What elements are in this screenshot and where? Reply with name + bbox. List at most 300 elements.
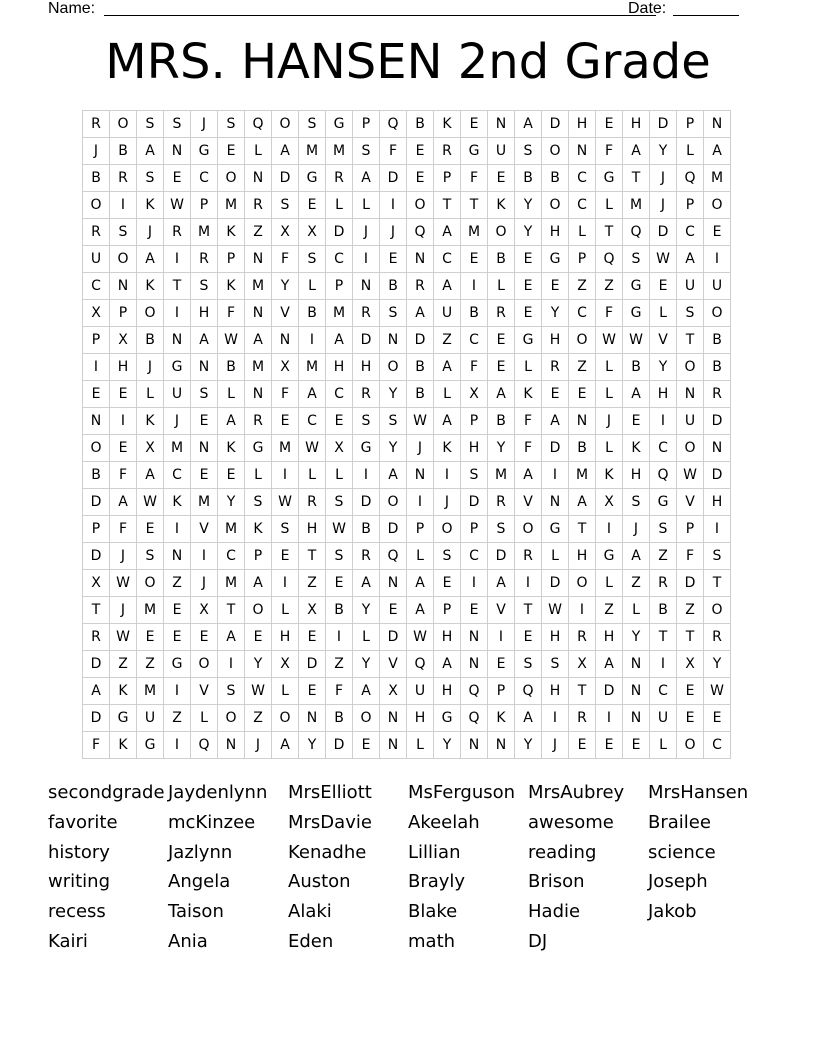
grid-cell: H xyxy=(704,489,731,516)
grid-cell: A xyxy=(110,489,137,516)
grid-cell: H xyxy=(542,327,569,354)
grid-cell: T xyxy=(596,219,623,246)
grid-cell: R xyxy=(488,300,515,327)
grid-cell: D xyxy=(83,705,110,732)
grid-cell: S xyxy=(434,543,461,570)
word-list-item: Kairi xyxy=(48,930,88,952)
grid-cell: L xyxy=(596,435,623,462)
word-list-item: Jaydenlynn xyxy=(168,782,268,803)
grid-cell: E xyxy=(569,732,596,759)
grid-cell: S xyxy=(623,489,650,516)
grid-cell: K xyxy=(434,435,461,462)
grid-cell: X xyxy=(569,651,596,678)
grid-cell: A xyxy=(488,570,515,597)
grid-cell: A xyxy=(353,570,380,597)
grid-cell: C xyxy=(650,678,677,705)
grid-cell: K xyxy=(596,462,623,489)
grid-cell: L xyxy=(245,462,272,489)
grid-cell: Y xyxy=(650,138,677,165)
grid-cell: N xyxy=(542,489,569,516)
grid-cell: C xyxy=(191,165,218,192)
grid-cell: B xyxy=(218,354,245,381)
grid-cell: K xyxy=(110,678,137,705)
grid-cell: F xyxy=(110,516,137,543)
grid-cell: K xyxy=(488,705,515,732)
grid-cell: J xyxy=(191,570,218,597)
grid-cell: W xyxy=(326,516,353,543)
grid-cell: B xyxy=(650,597,677,624)
grid-cell: A xyxy=(218,408,245,435)
grid-cell: O xyxy=(83,192,110,219)
grid-cell: I xyxy=(542,705,569,732)
grid-cell: B xyxy=(461,300,488,327)
grid-cell: D xyxy=(704,408,731,435)
grid-cell: O xyxy=(704,597,731,624)
grid-cell: R xyxy=(569,624,596,651)
grid-cell: B xyxy=(569,435,596,462)
grid-cell: O xyxy=(677,435,704,462)
grid-cell: P xyxy=(434,597,461,624)
grid-cell: N xyxy=(380,327,407,354)
grid-cell: X xyxy=(272,354,299,381)
grid-cell: I xyxy=(380,192,407,219)
grid-cell: K xyxy=(137,273,164,300)
grid-cell: S xyxy=(623,246,650,273)
grid-cell: I xyxy=(110,192,137,219)
name-label: Name: xyxy=(48,0,96,17)
word-list-item: Hadie xyxy=(528,901,581,923)
grid-cell: P xyxy=(83,516,110,543)
word-list-item: mcKinzee xyxy=(168,811,256,833)
grid-cell: P xyxy=(245,543,272,570)
grid-cell: K xyxy=(137,192,164,219)
grid-cell: D xyxy=(407,327,434,354)
grid-cell: T xyxy=(623,165,650,192)
grid-cell: W xyxy=(650,246,677,273)
grid-cell: Y xyxy=(488,435,515,462)
grid-cell: M xyxy=(326,300,353,327)
grid-cell: L xyxy=(650,300,677,327)
grid-row xyxy=(83,516,731,543)
grid-cell: N xyxy=(569,138,596,165)
grid-cell: R xyxy=(353,381,380,408)
grid-cell: P xyxy=(191,192,218,219)
grid-cell: L xyxy=(515,354,542,381)
grid-cell: I xyxy=(407,489,434,516)
grid-cell: A xyxy=(434,273,461,300)
grid-cell: N xyxy=(245,165,272,192)
grid-cell: J xyxy=(596,408,623,435)
grid-cell: W xyxy=(110,624,137,651)
grid-cell: J xyxy=(245,732,272,759)
grid-cell: Z xyxy=(299,570,326,597)
grid-cell: X xyxy=(677,651,704,678)
grid-cell: S xyxy=(704,543,731,570)
grid-cell: A xyxy=(137,138,164,165)
grid-cell: G xyxy=(434,705,461,732)
grid-cell: L xyxy=(569,219,596,246)
grid-cell: Z xyxy=(137,651,164,678)
grid-cell: R xyxy=(434,138,461,165)
grid-cell: T xyxy=(650,624,677,651)
grid-cell: D xyxy=(380,165,407,192)
grid-cell: S xyxy=(191,381,218,408)
grid-cell: V xyxy=(515,489,542,516)
grid-cell: E xyxy=(569,381,596,408)
grid-cell: M xyxy=(299,138,326,165)
grid-cell: O xyxy=(677,732,704,759)
grid-cell: P xyxy=(461,408,488,435)
grid-cell: P xyxy=(353,111,380,138)
grid-cell: X xyxy=(83,570,110,597)
grid-cell: W xyxy=(299,435,326,462)
grid-cell: D xyxy=(542,435,569,462)
grid-cell: A xyxy=(596,651,623,678)
grid-cell: P xyxy=(677,516,704,543)
word-search-grid xyxy=(82,110,731,759)
grid-cell: Q xyxy=(623,219,650,246)
grid-cell: R xyxy=(83,624,110,651)
grid-cell: B xyxy=(407,111,434,138)
grid-cell: B xyxy=(623,354,650,381)
grid-cell: U xyxy=(137,705,164,732)
grid-cell: E xyxy=(164,624,191,651)
grid-cell: N xyxy=(245,381,272,408)
grid-cell: T xyxy=(704,570,731,597)
grid-cell: A xyxy=(623,381,650,408)
grid-cell: I xyxy=(650,408,677,435)
grid-cell: G xyxy=(461,138,488,165)
grid-cell: W xyxy=(677,462,704,489)
grid-cell: Q xyxy=(407,651,434,678)
grid-cell: P xyxy=(488,678,515,705)
grid-cell: E xyxy=(677,678,704,705)
grid-cell: H xyxy=(434,624,461,651)
word-list-item: math xyxy=(408,930,456,952)
grid-cell: E xyxy=(191,408,218,435)
grid-cell: V xyxy=(272,300,299,327)
grid-cell: N xyxy=(272,327,299,354)
word-list-item: Akeelah xyxy=(408,811,480,833)
grid-cell: G xyxy=(542,516,569,543)
grid-cell: A xyxy=(272,732,299,759)
word-list-item: Lillian xyxy=(408,841,461,863)
page-title: MRS. HANSEN 2nd Grade xyxy=(105,34,711,90)
grid-row xyxy=(83,327,731,354)
grid-cell: T xyxy=(461,192,488,219)
grid-cell: A xyxy=(677,246,704,273)
grid-cell: I xyxy=(353,462,380,489)
grid-cell: N xyxy=(164,543,191,570)
grid-cell: Q xyxy=(380,543,407,570)
grid-cell: H xyxy=(542,624,569,651)
grid-cell: O xyxy=(137,300,164,327)
grid-cell: L xyxy=(623,597,650,624)
grid-cell: B xyxy=(380,273,407,300)
grid-cell: T xyxy=(677,624,704,651)
grid-cell: B xyxy=(704,354,731,381)
grid-cell: I xyxy=(542,462,569,489)
grid-cell: G xyxy=(110,705,137,732)
grid-cell: F xyxy=(380,138,407,165)
grid-cell: Z xyxy=(245,705,272,732)
grid-cell: B xyxy=(83,165,110,192)
grid-cell: D xyxy=(704,462,731,489)
grid-cell: B xyxy=(515,165,542,192)
grid-cell: S xyxy=(218,111,245,138)
grid-cell: X xyxy=(461,381,488,408)
grid-row xyxy=(83,705,731,732)
grid-cell: P xyxy=(218,246,245,273)
grid-cell: K xyxy=(515,381,542,408)
grid-cell: H xyxy=(623,111,650,138)
grid-cell: X xyxy=(272,651,299,678)
grid-cell: I xyxy=(191,543,218,570)
grid-cell: S xyxy=(191,273,218,300)
grid-cell: O xyxy=(110,111,137,138)
grid-cell: E xyxy=(542,273,569,300)
grid-cell: F xyxy=(272,381,299,408)
grid-cell: L xyxy=(191,705,218,732)
grid-cell: Y xyxy=(245,651,272,678)
grid-cell: B xyxy=(299,300,326,327)
grid-cell: F xyxy=(461,165,488,192)
word-list-item: Jazlynn xyxy=(168,841,233,863)
grid-cell: A xyxy=(407,570,434,597)
grid-cell: E xyxy=(326,570,353,597)
grid-cell: S xyxy=(164,111,191,138)
grid-cell: D xyxy=(380,624,407,651)
grid-cell: W xyxy=(272,489,299,516)
grid-cell: L xyxy=(650,732,677,759)
word-list-item: Blake xyxy=(408,901,458,923)
grid-cell: F xyxy=(596,300,623,327)
grid-cell: S xyxy=(137,543,164,570)
grid-cell: V xyxy=(650,327,677,354)
grid-cell: O xyxy=(272,705,299,732)
grid-cell: E xyxy=(191,624,218,651)
grid-cell: U xyxy=(407,678,434,705)
grid-cell: D xyxy=(299,651,326,678)
grid-row xyxy=(83,678,731,705)
grid-cell: R xyxy=(245,192,272,219)
grid-cell: A xyxy=(434,408,461,435)
grid-cell: O xyxy=(704,300,731,327)
grid-cell: G xyxy=(623,273,650,300)
grid-cell: R xyxy=(515,543,542,570)
word-list-item: awesome xyxy=(528,811,614,833)
grid-cell: P xyxy=(110,300,137,327)
grid-cell: G xyxy=(299,165,326,192)
grid-row xyxy=(83,246,731,273)
grid-cell: U xyxy=(488,138,515,165)
grid-cell: Z xyxy=(596,273,623,300)
grid-cell: B xyxy=(407,381,434,408)
grid-cell: N xyxy=(191,435,218,462)
grid-cell: I xyxy=(110,408,137,435)
grid-cell: J xyxy=(650,165,677,192)
word-list-item: Brison xyxy=(528,871,585,893)
grid-cell: O xyxy=(515,516,542,543)
grid-cell: L xyxy=(407,543,434,570)
grid-cell: M xyxy=(218,192,245,219)
grid-cell: J xyxy=(83,138,110,165)
grid-cell: J xyxy=(137,219,164,246)
grid-cell: I xyxy=(569,597,596,624)
grid-cell: S xyxy=(515,651,542,678)
grid-cell: Q xyxy=(461,678,488,705)
grid-cell: R xyxy=(245,408,272,435)
grid-cell: K xyxy=(218,435,245,462)
grid-cell: Y xyxy=(434,732,461,759)
grid-cell: N xyxy=(569,408,596,435)
grid-cell: C xyxy=(299,408,326,435)
grid-cell: L xyxy=(596,192,623,219)
grid-cell: L xyxy=(677,138,704,165)
grid-cell: M xyxy=(461,219,488,246)
grid-cell: I xyxy=(704,246,731,273)
word-list-item: MrsElliott xyxy=(288,782,372,803)
grid-row xyxy=(83,219,731,246)
grid-cell: G xyxy=(650,489,677,516)
grid-cell: A xyxy=(569,489,596,516)
grid-cell: J xyxy=(191,111,218,138)
grid-cell: W xyxy=(596,327,623,354)
grid-cell: N xyxy=(191,354,218,381)
grid-cell: M xyxy=(299,354,326,381)
grid-cell: O xyxy=(110,246,137,273)
grid-cell: Y xyxy=(623,624,650,651)
word-list-item: Brayly xyxy=(408,871,466,893)
grid-cell: X xyxy=(272,219,299,246)
grid-cell: Y xyxy=(650,354,677,381)
grid-row xyxy=(83,435,731,462)
grid-cell: A xyxy=(623,138,650,165)
grid-cell: I xyxy=(596,516,623,543)
grid-row xyxy=(83,273,731,300)
grid-cell: Z xyxy=(434,327,461,354)
grid-cell: D xyxy=(326,219,353,246)
grid-cell: G xyxy=(164,651,191,678)
grid-cell: I xyxy=(596,705,623,732)
grid-cell: I xyxy=(650,651,677,678)
grid-cell: Y xyxy=(542,300,569,327)
grid-cell: X xyxy=(596,489,623,516)
grid-cell: Q xyxy=(677,165,704,192)
grid-cell: N xyxy=(461,651,488,678)
grid-cell: N xyxy=(245,300,272,327)
grid-cell: Y xyxy=(353,597,380,624)
grid-cell: B xyxy=(353,516,380,543)
grid-cell: R xyxy=(488,489,515,516)
grid-cell: N xyxy=(407,246,434,273)
grid-cell: S xyxy=(299,246,326,273)
grid-cell: D xyxy=(596,678,623,705)
grid-cell: E xyxy=(326,408,353,435)
grid-cell: T xyxy=(569,678,596,705)
grid-cell: M xyxy=(623,192,650,219)
grid-cell: E xyxy=(272,408,299,435)
grid-cell: T xyxy=(677,327,704,354)
grid-cell: M xyxy=(326,138,353,165)
grid-row xyxy=(83,624,731,651)
grid-cell: X xyxy=(299,219,326,246)
word-list-item: reading xyxy=(528,841,597,863)
grid-cell: D xyxy=(83,489,110,516)
grid-row xyxy=(83,381,731,408)
grid-cell: S xyxy=(353,408,380,435)
grid-cell: R xyxy=(83,219,110,246)
grid-cell: R xyxy=(164,219,191,246)
grid-cell: B xyxy=(326,705,353,732)
grid-cell: N xyxy=(110,273,137,300)
grid-cell: N xyxy=(380,705,407,732)
grid-cell: H xyxy=(542,678,569,705)
grid-cell: O xyxy=(218,705,245,732)
grid-cell: W xyxy=(407,624,434,651)
grid-cell: L xyxy=(353,192,380,219)
grid-cell: F xyxy=(515,408,542,435)
grid-cell: V xyxy=(488,597,515,624)
word-list-item: Eden xyxy=(288,930,334,952)
grid-cell: S xyxy=(272,516,299,543)
grid-cell: H xyxy=(353,354,380,381)
grid-cell: W xyxy=(110,570,137,597)
grid-row xyxy=(83,192,731,219)
grid-cell: G xyxy=(137,732,164,759)
grid-cell: C xyxy=(461,543,488,570)
grid-cell: S xyxy=(461,462,488,489)
grid-cell: J xyxy=(164,408,191,435)
grid-cell: N xyxy=(380,570,407,597)
grid-cell: D xyxy=(677,570,704,597)
grid-cell: A xyxy=(542,408,569,435)
grid-cell: O xyxy=(542,138,569,165)
grid-cell: H xyxy=(434,678,461,705)
grid-row xyxy=(83,489,731,516)
grid-cell: L xyxy=(353,624,380,651)
grid-cell: S xyxy=(380,408,407,435)
grid-cell: K xyxy=(488,192,515,219)
grid-cell: E xyxy=(218,462,245,489)
grid-cell: E xyxy=(515,624,542,651)
grid-cell: N xyxy=(623,705,650,732)
grid-cell: Y xyxy=(380,381,407,408)
grid-cell: S xyxy=(326,543,353,570)
grid-cell: D xyxy=(461,489,488,516)
grid-row xyxy=(83,165,731,192)
date-label: Date: xyxy=(628,0,667,17)
grid-cell: C xyxy=(569,192,596,219)
grid-cell: E xyxy=(704,705,731,732)
grid-cell: I xyxy=(164,246,191,273)
grid-cell: R xyxy=(704,624,731,651)
grid-cell: Z xyxy=(569,354,596,381)
word-list-item: Joseph xyxy=(648,871,708,893)
grid-cell: L xyxy=(542,543,569,570)
grid-cell: V xyxy=(380,651,407,678)
grid-cell: W xyxy=(218,327,245,354)
grid-cell: W xyxy=(245,678,272,705)
grid-cell: E xyxy=(677,705,704,732)
grid-cell: X xyxy=(110,327,137,354)
grid-cell: E xyxy=(704,219,731,246)
grid-cell: B xyxy=(704,327,731,354)
grid-cell: I xyxy=(164,678,191,705)
grid-cell: I xyxy=(326,624,353,651)
grid-cell: Q xyxy=(380,111,407,138)
grid-cell: Z xyxy=(164,705,191,732)
